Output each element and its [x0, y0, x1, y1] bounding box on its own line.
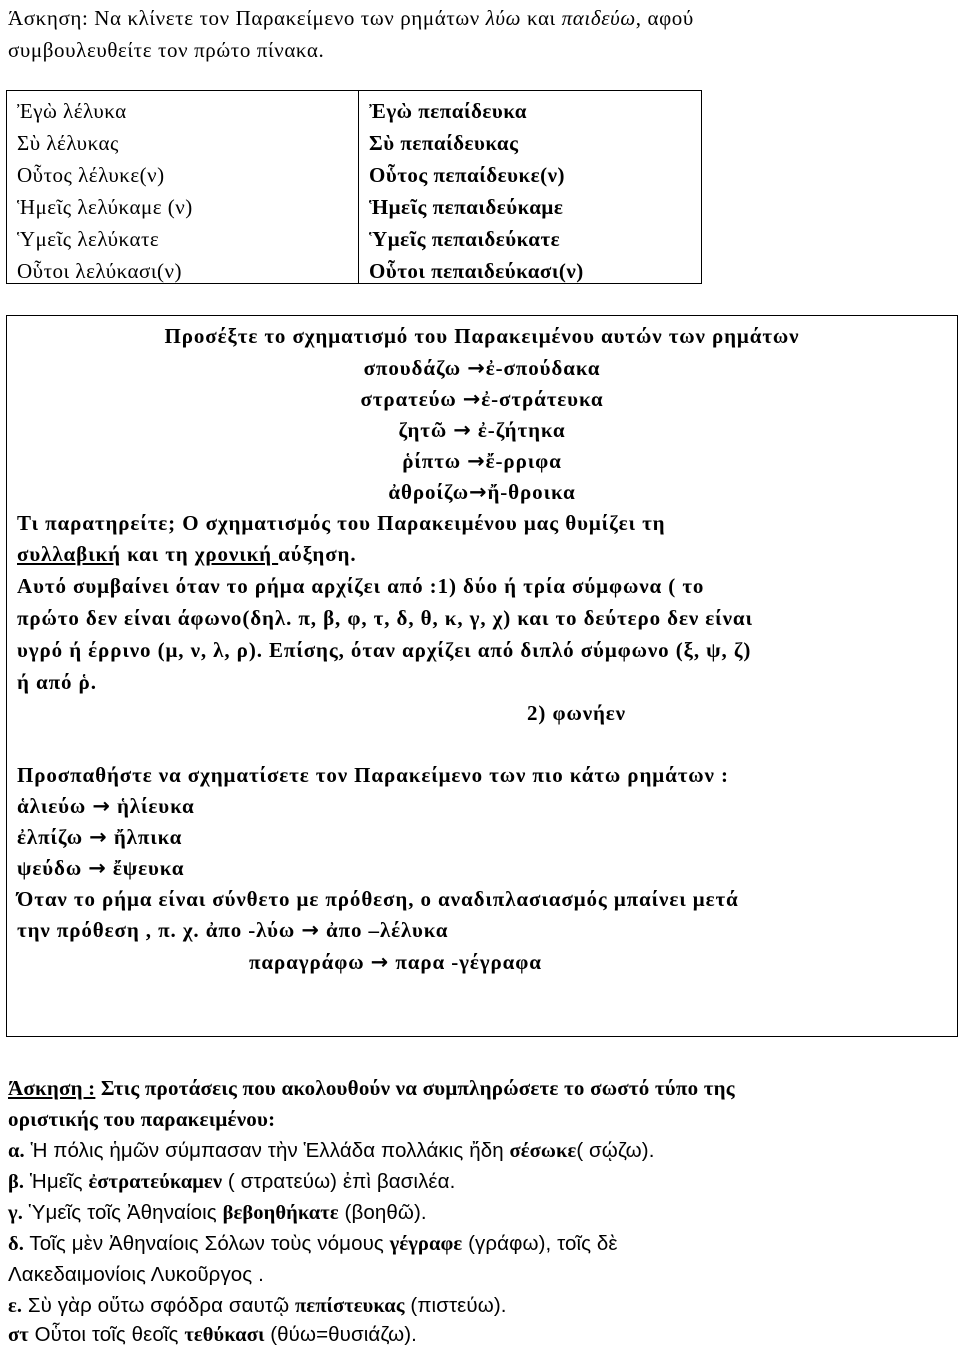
- rule-vowel: 2) φωνήεν: [527, 701, 626, 725]
- paideuo-column: [369, 95, 584, 287]
- compound-rule-line-3: παραγράφω → παρα -γέγραφα: [249, 950, 542, 974]
- arrow-icon: →: [453, 418, 472, 442]
- answer: βεβοηθήκατε: [222, 1202, 339, 1224]
- exercise-item: δ. Τοῖς μὲν Ἀθηναίοις Σόλων τοὺς νόμους γέγραφε (γράφω), τοῖς δὲ: [8, 1232, 618, 1255]
- answer: γέγραφε: [389, 1233, 463, 1255]
- intro-line-2: συμβουλευθείτε τον πρώτο πίνακα.: [8, 38, 325, 62]
- luo-form: Ἐγὼ λέλυκα: [17, 99, 127, 123]
- paideuo-form: Οὗτοι πεπαιδεύκασι(ν): [369, 259, 584, 283]
- rule-line: υγρό ή έρρινο (μ, ν, λ, ρ). Επίσης, όταν αρχίζει από διπλό σύμφωνο (ξ, ψ, ζ): [17, 638, 752, 662]
- luo-form: Οὗτοι λελύκασι(ν): [17, 259, 182, 283]
- formation-heading: Προσέξτε το σχηματισμό του Παρακειμένου αυτών των ρημάτων: [164, 324, 800, 348]
- paideuo-form: Σὺ πεπαίδευκας: [369, 131, 519, 155]
- compound-rule-line-2: την πρόθεση , π. χ. ἀπο -λύω → ἀπο –λέλυκα: [17, 918, 449, 942]
- exercise-title-line: Άσκηση : Στις προτάσεις που ακολουθούν να συμπληρώσετε το σωστό τύπο της: [8, 1076, 735, 1100]
- exercise-item: β. Ἡμεῖς ἐστρατεύκαμεν ( στρατεύω) ἐπὶ βασιλέα.: [8, 1170, 456, 1193]
- verb-luo: λύω: [485, 6, 522, 30]
- arrow-icon: →: [467, 356, 486, 380]
- exercise-item: α. Ἡ πόλις ἡμῶν σύμπασαν τὴν Ἑλλάδα πολλάκις ἤδη σέσωκε( σῴζω).: [8, 1139, 655, 1162]
- practice-example: ψεύδω → ἔψευκα: [17, 856, 185, 880]
- formation-example: ζητῶ → ἐ-ζήτηκα: [398, 418, 566, 442]
- formation-example: ῥίπτω →ἔ-ρριφα: [402, 449, 562, 473]
- luo-form: Οὗτος λέλυκε(ν): [17, 163, 165, 187]
- luo-form: Ἡμεῖς λελύκαμε (ν): [17, 195, 193, 219]
- practice-example: ἁλιεύω → ἡλίευκα: [17, 794, 195, 818]
- formation-example: στρατεύω →ἐ-στράτευκα: [360, 387, 604, 411]
- exercise-item-continuation: Λακεδαιμονίοις Λυκοῦργος .: [8, 1263, 264, 1286]
- exercise-item: γ. Ὑμεῖς τοῖς Ἀθηναίοις βεβοηθήκατε (βοηθῶ).: [8, 1201, 427, 1224]
- practice-heading: Προσπαθήστε να σχηματίσετε τον Παρακείμενο των πιο κάτω ρημάτων :: [17, 763, 729, 787]
- arrow-icon: →: [462, 387, 482, 411]
- arrow-icon: →: [468, 480, 488, 504]
- conjugation-table: [6, 90, 702, 284]
- compound-rule-line-1: Όταν το ρήμα είναι σύνθετο με πρόθεση, ο αναδιπλασιασμός μπαίνει μετά: [17, 887, 739, 911]
- formation-example: ἀθροίζω→ἤ-θροικα: [388, 480, 576, 504]
- luo-column: [17, 95, 193, 287]
- exercise-instruction: οριστικής του παρακειμένου:: [8, 1107, 276, 1131]
- arrow-icon: →: [301, 918, 320, 942]
- formation-box: [6, 315, 958, 1037]
- luo-form: Σὺ λέλυκας: [17, 131, 119, 155]
- paideuo-form: Οὗτος πεπαίδευκε(ν): [369, 163, 566, 187]
- exercise-intro: [8, 2, 948, 66]
- answer: πεπίστευκας: [295, 1295, 405, 1317]
- answer: σέσωκε: [509, 1140, 577, 1162]
- arrow-icon: →: [467, 449, 486, 473]
- intro-line-1: Άσκηση: Να κλίνετε τον Παρακείμενο των ρημάτων λύω και παιδεύω, αφού: [8, 6, 694, 30]
- paideuo-form: Ἡμεῖς πεπαιδεύκαμε: [369, 195, 564, 219]
- paideuo-form: Ἐγὼ πεπαίδευκα: [369, 99, 528, 123]
- rule-line: Αυτό συμβαίνει όταν το ρήμα αρχίζει από :1) δύο ή τρία σύμφωνα ( το: [17, 574, 705, 598]
- paideuo-form: Ὑμεῖς πεπαιδεύκατε: [369, 227, 561, 251]
- formation-example: σπουδάζω →ἐ-σπούδακα: [363, 356, 601, 380]
- rule-line: ή από ῥ.: [17, 670, 97, 694]
- arrow-icon: →: [92, 794, 111, 818]
- arrow-icon: →: [88, 856, 107, 880]
- practice-example: ἐλπίζω → ἤλπικα: [17, 825, 183, 849]
- exercise-item: ε. Σὺ γὰρ οὕτω σφόδρα σαυτῷ πεπίστευκας (πιστεύω).: [8, 1294, 507, 1317]
- observation-line-1: Τι παρατηρείτε; Ο σχηματισμός του Παρακειμένου μας θυμίζει τη: [17, 511, 666, 535]
- luo-form: Ὑμεῖς λελύκατε: [17, 227, 160, 251]
- table-divider: [358, 91, 359, 283]
- arrow-icon: →: [370, 950, 390, 974]
- observation-line-2: συλλαβική και τη χρονική αύξηση.: [17, 542, 357, 566]
- arrow-icon: →: [89, 825, 108, 849]
- rule-line: πρώτο δεν είναι άφωνο(δηλ. π, β, φ, τ, δ, θ, κ, γ, χ) και το δεύτερο δεν είναι: [17, 606, 753, 630]
- answer: ἐστρατεύκαμεν: [88, 1171, 223, 1193]
- exercise-item: στ Οὗτοι τοῖς θεοῖς τεθύκασι (θύω=θυσιάζω).: [8, 1323, 417, 1346]
- verb-paideuo: παιδεύω: [561, 6, 636, 30]
- answer: τεθύκασι: [184, 1324, 265, 1346]
- exercise-title: Άσκηση :: [8, 1076, 96, 1100]
